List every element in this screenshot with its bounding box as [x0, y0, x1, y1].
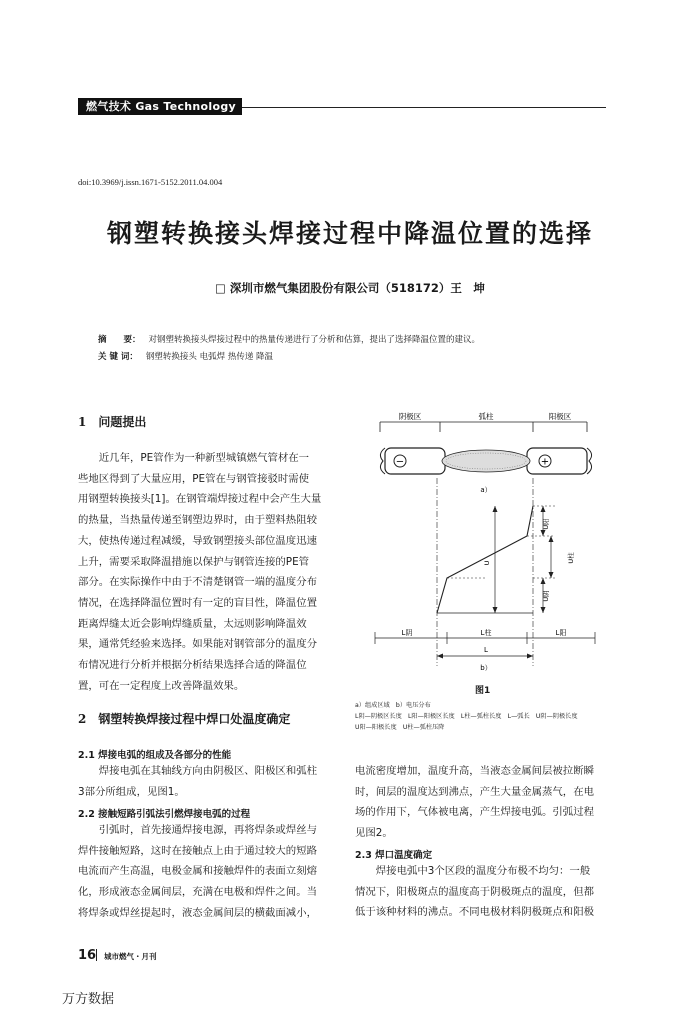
figure-1-caption [355, 700, 615, 733]
right-column-line: 时，间层的温度达到沸点，产生大量金属蒸气，在电 [355, 785, 594, 798]
plus-sign: + [540, 456, 550, 468]
subsection-2-1-body [78, 761, 334, 802]
subsection-2-2-body [78, 820, 334, 924]
label-u-column: U柱 [567, 552, 575, 564]
footer-divider [96, 949, 97, 961]
section-1-line: 上升，需要采取降温措施以保护与钢管连接的PE管 [78, 555, 310, 568]
label-u-cathode: U阴 [542, 590, 550, 602]
subsection-2-3-line: 低于该种材料的沸点。不同电极材料阴极斑点和阳极 [355, 906, 594, 919]
label-u: U [483, 560, 491, 566]
voltage-curve [437, 506, 533, 613]
label-l-anode: L阳 [555, 629, 567, 637]
figure-1-label: 图1 [475, 686, 491, 696]
section-1-line: 置，可在一定程度上改善降温效果。 [78, 679, 245, 692]
section-1-line: 距离焊缝太近会影响焊缝质量，太远则影响降温效 [78, 617, 307, 630]
caption-line: a）组成区域 b）电压分布 [355, 702, 431, 709]
subfigure-b-label: b） [480, 664, 492, 672]
caption-line: U阳—阳极长度 U柱—弧柱压降 [355, 724, 445, 731]
section-1-line: 情况，在选择降温位置时有一定的盲目性，降温位置 [78, 596, 317, 609]
right-column-line: 见图2。 [355, 827, 393, 840]
keywords [98, 350, 273, 362]
watermark: 万方数据 [62, 992, 115, 1007]
section-1-heading: 1 问题提出 [78, 415, 147, 429]
arc-column-shape [442, 450, 530, 472]
journal-name: 城市燃气・月刊 [104, 952, 157, 961]
subsection-2-2-line: 化，形成液态金属间层，充满在电极和焊件之间。当 [78, 886, 317, 899]
subsection-2-2-line: 电流而产生高温，电极金属和接触焊件的表面立刻熔 [78, 865, 317, 878]
page-number: 16 [78, 948, 97, 963]
section-1-line: 果，通常凭经验来选择。如果能对钢管部分的温度分 [78, 638, 317, 651]
keywords-text: 钢塑转换接头 电弧焊 热传递 降温 [145, 352, 274, 362]
right-column-line: 场的作用下，气体被电离，产生焊接电弧。引弧过程 [355, 806, 594, 819]
caption-line: L阴—阴极区长度 L阳—阳极区长度 L柱—弧柱长度 L—弧长 U阴—阴极长度 [355, 713, 578, 720]
abstract-text: 对钢塑转换接头焊接过程中的热量传递进行了分析和估算，提出了选择降温位置的建议。 [148, 335, 481, 345]
right-column-body [355, 761, 610, 844]
subsection-2-3-line: 焊接电弧中3个区段的温度分布极不均匀：一般 [375, 865, 591, 877]
article-title: 钢塑转换接头焊接过程中降温位置的选择 [106, 219, 593, 248]
region-cathode-label: 阴极区 [398, 412, 422, 421]
subsection-2-2-heading: 2.2 接触短路引弧法引燃焊接电弧的过程 [78, 809, 251, 820]
subfigure-a-label: a） [480, 486, 492, 494]
subsection-2-1-line: 焊接电弧在其轴线方向由阴极区、阳极区和弧柱 [98, 765, 317, 777]
keywords-label: 关 键 词： [98, 352, 138, 362]
subsection-2-3-body [355, 861, 610, 923]
section-2-heading: 2 钢塑转换焊接过程中焊口处温度确定 [78, 712, 291, 726]
abstract-label: 摘 要： [98, 335, 141, 345]
region-arc-column-label: 弧柱 [478, 412, 494, 421]
label-u-anode: U阳 [542, 518, 550, 530]
subsection-2-3-line: 情况下，阳极斑点的温度高于阴极斑点的温度，但都 [355, 885, 594, 898]
anode-electrode [527, 448, 587, 474]
section-1-line: 布情况进行分析并根据分析结果选择合适的降温位 [78, 659, 307, 672]
section-header: 燃气技术 Gas Technology [78, 98, 242, 115]
header-rule [242, 107, 606, 108]
section-1-line: 用钢塑转换接头[1]。在钢管端焊接过程中会产生大量 [78, 493, 322, 506]
author-line: □ 深圳市燃气集团股份有限公司（518172）王 坤 [215, 281, 485, 295]
subsection-2-1-line: 3部分所组成，见图1。 [78, 785, 185, 798]
minus-sign: − [395, 456, 405, 468]
abstract [98, 333, 480, 345]
label-l: L [484, 646, 488, 654]
subsection-2-2-line: 引弧时，首先接通焊接电源，再将焊条或焊丝与 [98, 824, 317, 836]
section-1-para: 近几年，PE管作为一种新型城镇燃气管材在一 [98, 452, 310, 464]
label-l-cathode: L阴 [401, 629, 413, 637]
figure-1-diagram [355, 408, 610, 688]
section-1-line: 些地区得到了大量应用，PE管在与钢管接驳时需使 [78, 472, 310, 485]
section-1-line: 大，使热传递过程减缓，导致钢塑接头部位温度迅速 [78, 534, 317, 547]
label-l-column: L柱 [480, 629, 492, 637]
region-anode-label: 阳极区 [548, 412, 572, 421]
right-column-line: 电流密度增加，温度升高，当液态金属间层被拉断瞬 [355, 765, 594, 777]
subsection-2-2-line: 将焊条或焊丝提起时，液态金属间层的横截面减小， [78, 906, 317, 919]
subsection-2-1-heading: 2.1 焊接电弧的组成及各部分的性能 [78, 750, 232, 761]
section-1-body [78, 448, 334, 696]
section-1-line: 部分。在实际操作中由于不清楚钢管一端的温度分布 [78, 576, 317, 589]
subsection-2-3-heading: 2.3 焊口温度确定 [355, 850, 433, 861]
subsection-2-2-line: 焊件接触短路，这时在接触点上由于通过较大的短路 [78, 844, 317, 857]
doi[interactable]: doi:10.3969/j.issn.1671-5152.2011.04.004 [78, 177, 223, 187]
section-1-line: 的热量，当热量传递至钢塑边界时，由于塑料热阻较 [78, 514, 317, 527]
